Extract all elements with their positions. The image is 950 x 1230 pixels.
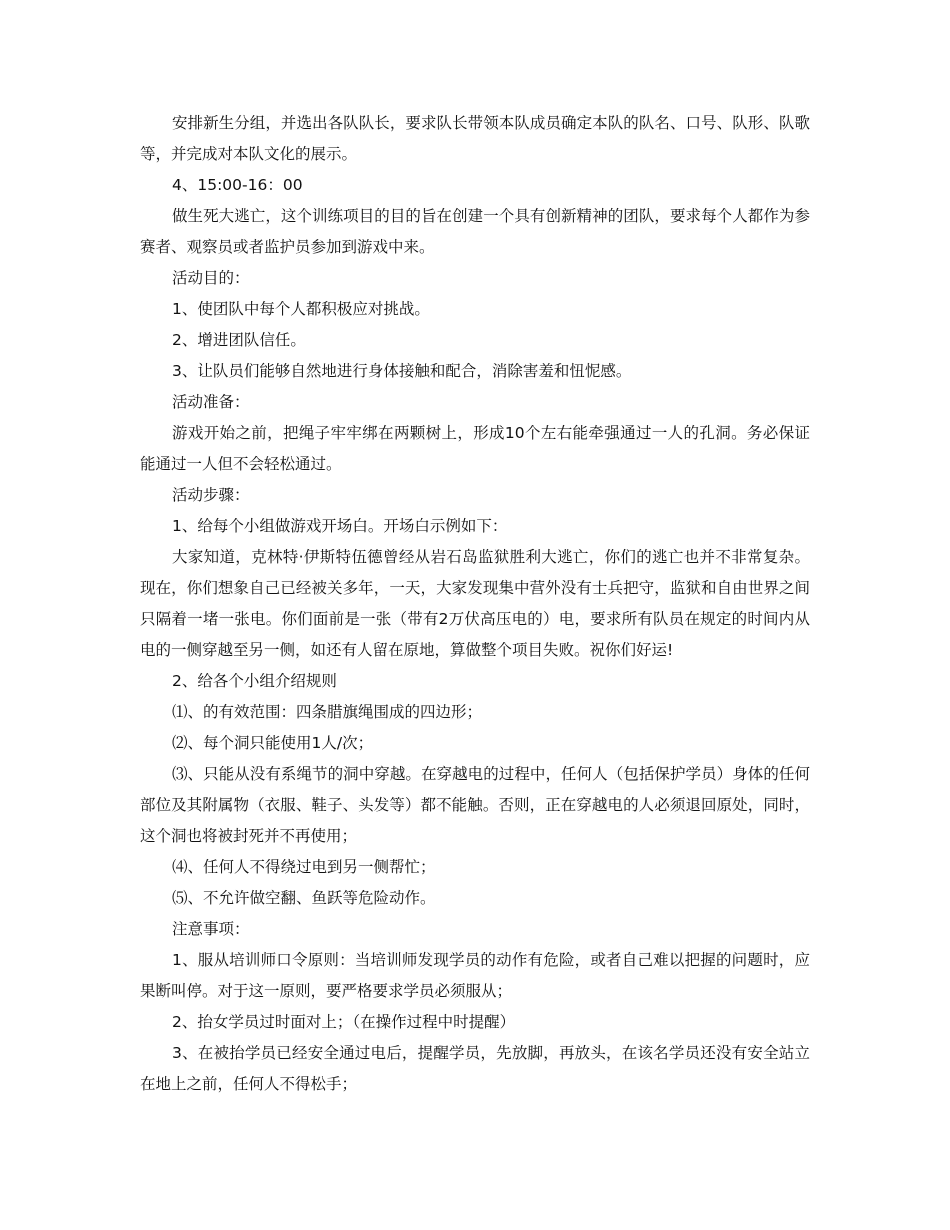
rule-item-3: ⑶、只能从没有系绳节的洞中穿越。在穿越电的过程中，任何人（包括保护学员）身体的任何部位及其附属物（衣服、鞋子、头发等）都不能触。否则，正在穿越电的人必须退回原处，同时，这个洞也将被封死并不再使用； [140, 765, 810, 845]
heading-activity-preparation: 活动准备： [172, 393, 250, 411]
heading-notes: 注意事项： [172, 920, 250, 938]
paragraph-time-slot: 4、15:00-16：00 [172, 176, 303, 194]
list-item-purpose-1: 1、使团队中每个人都积极应对挑战。 [172, 300, 430, 318]
paragraph-opening-example: 大家知道，克林特·伊斯特伍德曾经从岩石岛监狱胜利大逃亡，你们的逃亡也并不非常复杂。现在，你们想象自己已经被关多年，一天，大家发现集中营外没有士兵把守，监狱和自由世界之间只隔着一堵一张电。你们面前是一张（带有2万伏高压电的）电，要求所有队员在规定的时间内从电的一侧穿越至另一侧，如还有人留在原地，算做整个项目失败。祝你们好运! [140, 548, 810, 659]
heading-activity-steps: 活动步骤： [172, 486, 250, 504]
list-item-note-1: 1、服从培训师口令原则：当培训师发现学员的动作有危险，或者自己难以把握的问题时，应果断叫停。对于这一原则，要严格要求学员必须服从； [140, 951, 810, 1000]
rule-item-2: ⑵、每个洞只能使用1人/次； [172, 734, 374, 752]
list-item-purpose-2: 2、增进团队信任。 [172, 331, 306, 349]
paragraph-preparation: 游戏开始之前，把绳子牢牢绑在两颗树上，形成10个左右能牵强通过一人的孔洞。务必保证能通过一人但不会轻松通过。 [140, 424, 810, 473]
rule-item-4: ⑷、任何人不得绕过电到另一侧帮忙； [172, 858, 436, 876]
list-item-note-2: 2、抬女学员过时面对上；（在操作过程中时提醒） [172, 1013, 516, 1031]
list-item-step-2: 2、给各个小组介绍规则 [172, 672, 337, 690]
list-item-step-1: 1、给每个小组做游戏开场白。开场白示例如下： [172, 517, 508, 535]
heading-activity-purpose: 活动目的： [172, 269, 250, 287]
list-item-purpose-3: 3、让队员们能够自然地进行身体接触和配合，消除害羞和忸怩感。 [172, 362, 632, 380]
paragraph-team-grouping: 安排新生分组，并选出各队队长，要求队长带领本队成员确定本队的队名、口号、队形、队歌等，并完成对本队文化的展示。 [140, 114, 810, 163]
list-item-note-3: 3、在被抬学员已经安全通过电后，提醒学员，先放脚，再放头，在该名学员还没有安全站立在地上之前，任何人不得松手； [140, 1044, 810, 1093]
rule-item-5: ⑸、不允许做空翻、鱼跃等危险动作。 [172, 889, 436, 907]
document-body [140, 108, 810, 1100]
paragraph-game-intro: 做生死大逃亡，这个训练项目的目的旨在创建一个具有创新精神的团队，要求每个人都作为参赛者、观察员或者监护员参加到游戏中来。 [140, 207, 810, 256]
rule-item-1: ⑴、的有效范围：四条腊旗绳围成的四边形； [172, 703, 483, 721]
